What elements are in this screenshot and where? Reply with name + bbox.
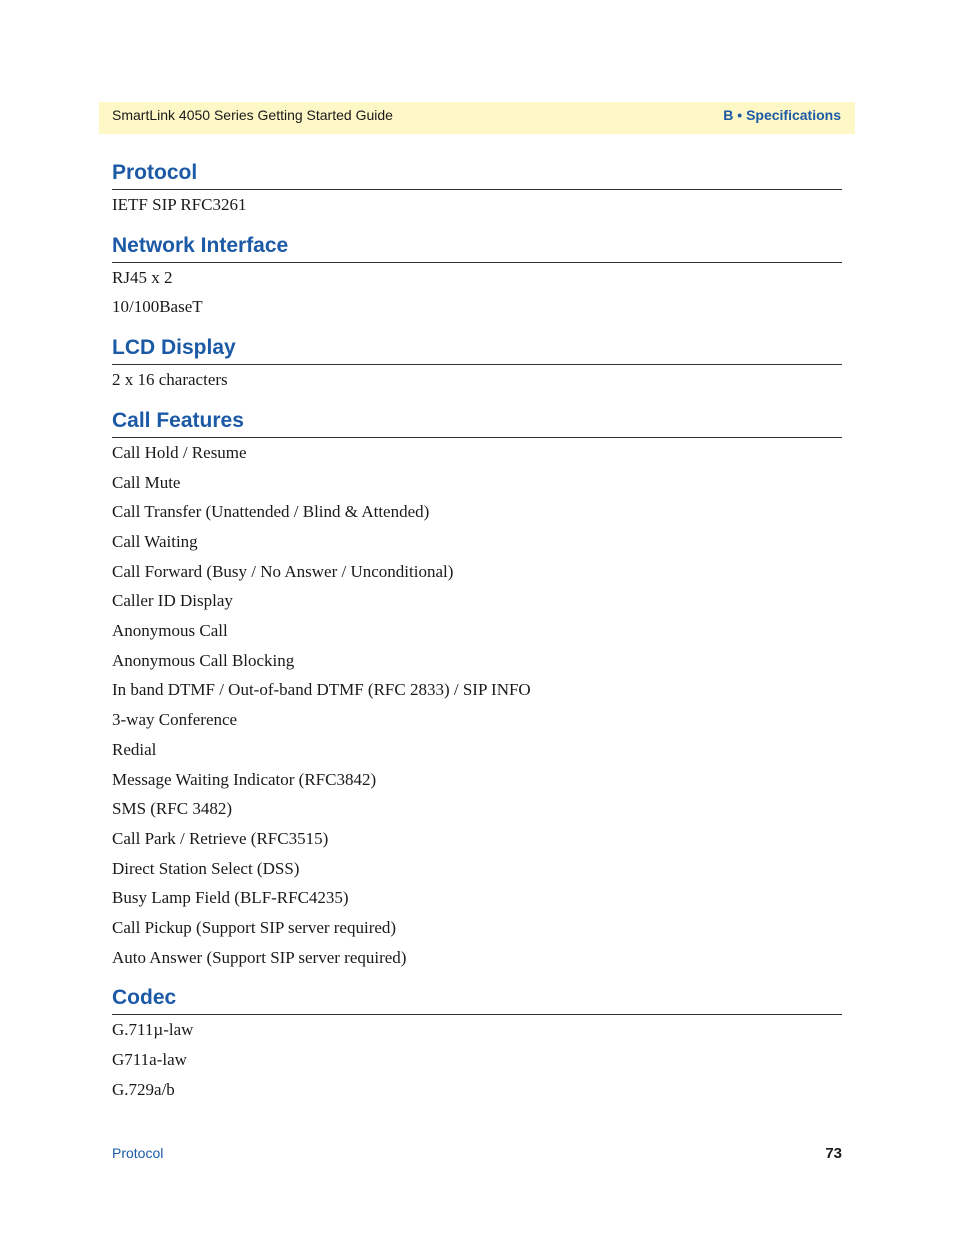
chapter-label: B • Specifications [723,107,841,123]
spec-item: Message Waiting Indicator (RFC3842) [112,769,377,789]
spec-item: Anonymous Call [112,621,228,641]
spec-item: IETF SIP RFC3261 [112,195,247,214]
section-heading: LCD Display [112,333,842,365]
section-call-features [112,406,842,973]
spec-item: Call Waiting [112,531,198,551]
section-heading: Codec [112,983,842,1015]
page-content [112,158,842,1116]
spec-item: Auto Answer (Support SIP server required) [112,947,407,967]
spec-item: Call Pickup (Support SIP server required) [112,918,397,938]
section-codec [112,983,842,1104]
spec-item: Call Transfer (Unattended / Blind & Attended) [112,502,430,522]
section-protocol [112,158,842,220]
spec-item: Busy Lamp Field (BLF-RFC4235) [112,888,349,908]
section-lcd-display [112,333,842,395]
spec-item: In band DTMF / Out-of-band DTMF (RFC 2833) / SIP INFO [112,680,531,700]
spec-item: 3-way Conference [112,710,238,730]
spec-item: 10/100BaseT [112,297,203,317]
spec-item: Anonymous Call Blocking [112,650,295,670]
spec-item: SMS (RFC 3482) [112,799,232,819]
section-heading: Protocol [112,158,842,190]
spec-item: Call Mute [112,472,181,492]
spec-item: G711a-law [112,1050,187,1070]
section-heading: Call Features [112,406,842,438]
document-title: SmartLink 4050 Series Getting Started Guide [112,107,393,123]
section-network-interface [112,231,842,322]
spec-item: Caller ID Display [112,591,233,611]
spec-item: Redial [112,739,157,759]
spec-item: Call Forward (Busy / No Answer / Unconditional) [112,561,454,581]
spec-item: 2 x 16 characters [112,370,228,390]
footer-section-link[interactable]: Protocol [112,1145,164,1161]
spec-item: G.711µ-law [112,1020,194,1040]
spec-item: Call Park / Retrieve (RFC3515) [112,828,329,848]
page-number: 73 [825,1145,842,1162]
spec-item: RJ45 x 2 [112,267,173,287]
spec-item: G.729a/b [112,1079,175,1099]
running-header [99,102,855,134]
spec-item: Call Hold / Resume [112,442,247,462]
spec-item: Direct Station Select (DSS) [112,858,300,878]
section-heading: Network Interface [112,231,842,263]
